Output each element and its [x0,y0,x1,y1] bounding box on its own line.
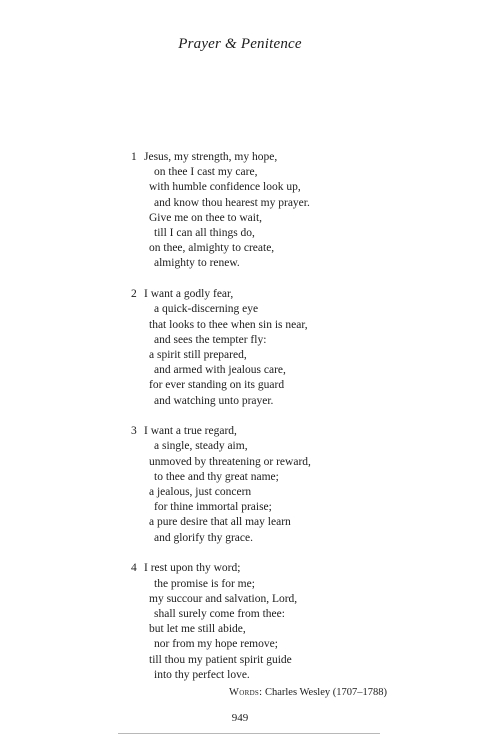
verse-line: a quick-discerning eye [154,303,259,316]
verse-line: on thee I cast my care, [154,166,258,179]
verse-line: my succour and salvation, Lord, [149,592,298,605]
verse-line: I rest upon thy word; [144,562,241,575]
page-number: 949 [231,712,249,724]
verse-number: 2 [131,288,137,301]
verse-line: till I can all things do, [154,227,255,240]
verse-number: 4 [131,562,137,575]
verse-line: that looks to thee when sin is near, [149,318,308,331]
verse-line: a single, steady aim, [154,440,248,453]
verse-line: with humble confidence look up, [149,181,301,194]
verse-line: a pure desire that all may learn [149,516,291,529]
verse-line: for thine immortal praise; [154,501,272,514]
verse-line: shall surely come from thee: [154,607,285,620]
verse-line: almighty to renew. [154,257,240,270]
verse-line: Give me on thee to wait, [149,211,263,224]
verse-line: I want a godly fear, [144,288,234,301]
verse-line: Jesus, my strength, my hope, [144,151,278,163]
verse-line: but let me still abide, [149,623,246,636]
verse-line: the promise is for me; [154,577,255,590]
author-credit [229,687,387,698]
verse-line: and know thou hearest my prayer. [154,196,310,209]
verse-line: a spirit still prepared, [149,348,247,361]
verse-line: I want a true regard, [144,425,237,438]
verse-line: and armed with jealous care, [154,364,286,377]
verse-3 [131,424,431,546]
verse-line: and watching unto prayer. [154,394,274,407]
verse-1 [131,150,431,272]
verse-line: on thee, almighty to create, [149,242,275,255]
verse-line: for ever standing on its guard [149,379,285,392]
verse-line: into thy perfect love. [154,668,250,681]
verse-number: 1 [131,151,137,163]
verse-line: till thou my patient spirit guide [149,653,292,666]
verse-line: unmoved by threatening or reward, [149,455,311,468]
verse-number: 3 [131,425,137,438]
credit-author: Charles Wesley (1707–1788) [264,687,387,698]
page-title: Prayer & Penitence [178,36,302,52]
bottom-rule [118,733,380,734]
verse-line: a jealous, just concern [149,486,252,499]
verse-4 [131,561,431,683]
verse-line: nor from my hope remove; [154,638,278,651]
verse-line: to thee and thy great name; [154,470,279,483]
credit-label: Words: [229,687,263,698]
hymn-text [131,150,431,699]
verse-line: and sees the tempter fly: [154,333,267,346]
verse-2 [131,287,431,409]
verse-line: and glorify thy grace. [154,531,253,544]
